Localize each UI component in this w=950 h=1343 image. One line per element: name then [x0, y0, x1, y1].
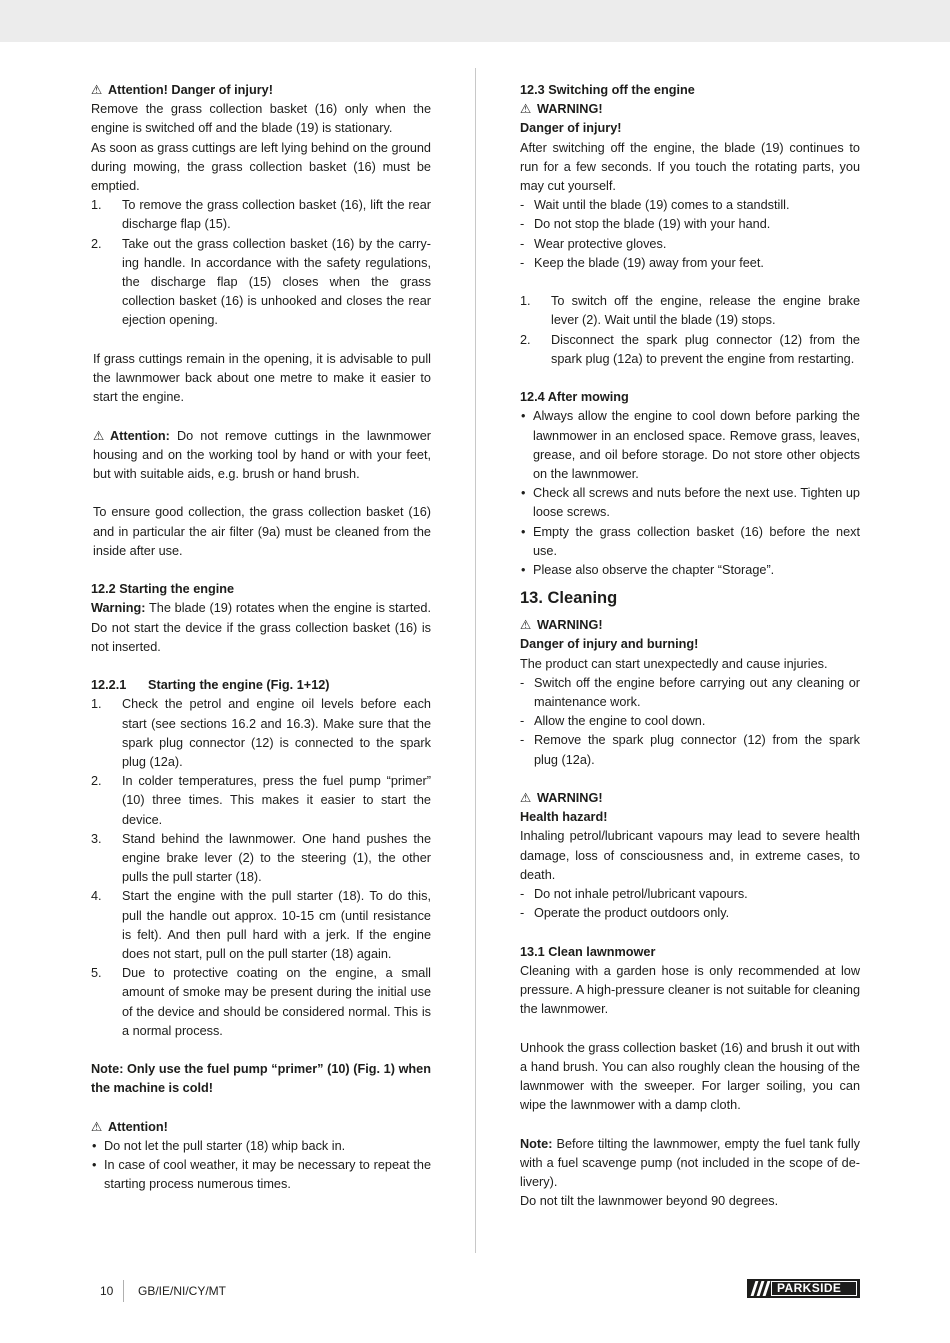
chapter-heading: 13. Cleaning [520, 589, 618, 608]
health-safety-list [520, 885, 860, 923]
paragraph: The product can start unexpectedly and cause injuries. [520, 656, 828, 671]
warning-triangle-icon: ⚠ [520, 618, 532, 633]
section-heading: 12.3 Switching off the engine [520, 83, 695, 97]
logo-stripes-icon [751, 1281, 769, 1296]
list-item: • Check all screws and nuts before the next use. Tighten up loose screws. [521, 486, 860, 520]
list-item: - Remove the spark plug connector (12) from the spark plug (12a). [520, 733, 860, 767]
paragraph: Do not tilt the lawnmower beyond 90 degrees. [520, 1194, 779, 1209]
remove-basket-steps [91, 196, 431, 330]
list-item: - Keep the blade (19) away from your feet. [520, 255, 764, 270]
left-column [91, 81, 431, 1195]
warning-heading: ⚠ WARNING! [520, 789, 860, 808]
list-item: - Switch off the engine before carrying out any cleaning or maintenance work. [520, 675, 860, 710]
attention-list [91, 1137, 431, 1195]
attention-heading: ⚠ Attention! Danger of injury! [91, 81, 431, 100]
paragraph: Cleaning with a garden hose is only recommended at low pressure. A high-pressure cleaner is not suitable for cleaning the lawnmower. [520, 963, 860, 1017]
section-heading: 13.1 Clean lawnmower [520, 944, 656, 959]
list-item: 2. Disconnect the spark plug connector (12) from the spark plug (12a) to prevent the engine from restarting. [520, 332, 860, 366]
region-codes: GB/IE/NI/CY/MT [138, 1284, 227, 1298]
paragraph: As soon as grass cuttings are left lying behind on the ground during mowing, the grass collection basket (16) must be emptied. [91, 140, 431, 194]
warning-triangle-icon: ⚠ [91, 83, 103, 97]
list-item: - Do not stop the blade (19) with your hand. [520, 217, 771, 232]
switch-off-steps [520, 292, 860, 369]
parkside-logo [747, 1279, 860, 1298]
right-column [520, 81, 860, 1211]
footer-divider [123, 1280, 124, 1302]
subsection-heading: 12.2.1 Starting the engine (Fig. 1+12) [91, 678, 330, 693]
paragraph: If grass cuttings remain in the opening, it is advisable to pull the lawnmower back about one metre to make it easier to start the engine. [93, 351, 431, 405]
warning-paragraph: Warning: The blade (19) rotates when the engine is started. Do not start the device if the grass collection basket (16) is not inserted. [91, 601, 431, 654]
note-bold: Note: Only use the fuel pump “primer” (10) (Fig. 1) when the machine is cold! [91, 1062, 431, 1096]
list-item: - Do not inhale petrol/lubricant vapours. [520, 887, 748, 902]
column-divider [475, 68, 476, 1253]
list-item: 2. Take out the grass collection basket (16) by the carrying handle. In accordance with the safety regulations, the discharge flap (15) closes when the grass collection basket (16) is unhooked and closes the rear ejection opening. [91, 236, 431, 328]
paragraph: Unhook the grass collection basket (16) and brush it out with a hand brush. You can also roughly clean the housing of the lawnmower with the sweeper. For larger soiling, you can wipe the lawnmower with a damp cloth. [520, 1040, 860, 1113]
warning-subheading: Health hazard! [520, 810, 608, 825]
warning-triangle-icon: ⚠ [520, 791, 532, 806]
list-item: - Wait until the blade (19) comes to a standstill. [520, 198, 790, 213]
paragraph: To ensure good collection, the grass collection basket (16) and in particular the air filter (9a) must be cleaned from the inside after use. [93, 505, 431, 558]
warning-heading: ⚠ WARNING! [520, 616, 860, 635]
warning-subheading: Danger of injury and burning! [520, 637, 699, 652]
list-item: • In case of cool weather, it may be necessary to repeat the starting process numerous times. [92, 1158, 431, 1192]
warning-triangle-icon: ⚠ [520, 102, 532, 117]
list-item: - Wear protective gloves. [520, 236, 667, 251]
list-item: 1. To switch off the engine, release the engine brake lever (2). Wait until the blade (19) stops. [520, 294, 860, 328]
list-item: • Always allow the engine to cool down before parking the lawnmower in an enclosed space. Remove grass, leaves, grease, and oil before storage. Do not store other objects on the lawnmower. [521, 409, 860, 482]
warning-heading: ⚠ WARNING! [520, 100, 860, 119]
list-item: • Empty the grass collection basket (16) before the next use. [521, 524, 860, 558]
list-item: • Do not let the pull starter (18) whip back in. [92, 1139, 346, 1154]
warning-triangle-icon: ⚠ [93, 428, 105, 443]
note-paragraph: Note: Before tilting the lawnmower, empty the fuel tank fully with a fuel scavenge pump (not included in the scope of delivery). [520, 1136, 860, 1190]
list-item: 3. Stand behind the lawnmower. One hand pushes the engine brake lever (2) to the steering (1), the other pulls the pull starter (18). [91, 831, 431, 885]
list-item: - Operate the product outdoors only. [520, 906, 730, 921]
starting-steps [91, 695, 431, 1041]
paragraph: After switching off the engine, the blade (19) continues to run for a few seconds. If you touch the rotating parts, you may cut yourself. [520, 140, 860, 194]
list-item: • Please also observe the chapter “Storage”. [521, 563, 775, 578]
paragraph: Remove the grass collection basket (16) only when the engine is switched off and the blade (19) is stationary. [91, 102, 431, 136]
list-item: 1. To remove the grass collection basket (16), lift the rear discharge flap (15). [91, 198, 431, 232]
list-item: 4. Start the engine with the pull starter (18). To do this, pull the handle out approx. 10-15 cm (until resistance is felt). And then pull hard with a jerk. If the engine does not start, pull on the pull starter (18) again. [91, 889, 431, 962]
section-heading: 12.2 Starting the engine [91, 582, 235, 597]
attention-heading: ⚠ Attention! [91, 1118, 431, 1137]
list-item: 2. In colder temperatures, press the fuel pump “primer” (10) three times. This makes it easier to start the device. [91, 774, 431, 827]
list-item: 5. Due to protective coating on the engine, a small amount of smoke may be present during the initial use of the device and should be considered normal. This is a normal process. [91, 966, 431, 1038]
list-item: - Allow the engine to cool down. [520, 714, 706, 729]
attention-note: ⚠ Attention: Do not remove cuttings in the lawnmower housing and on the working tool by hand or with your feet, but with suitable aids, e.g. brush or hand brush. [93, 428, 431, 482]
top-band [0, 0, 950, 42]
list-item: 1. Check the petrol and engine oil levels before each start (see sections 16.2 and 16.3). Make sure that the spark plug connector (12) is connected to the spark plug (12a). [91, 697, 431, 770]
cleaning-safety-list [520, 674, 860, 770]
section-heading: 12.4 After mowing [520, 390, 629, 405]
after-mowing-list [520, 407, 860, 580]
warning-subheading: Danger of injury! [520, 121, 622, 136]
page-number: 10 [100, 1284, 114, 1298]
logo-text: PARKSIDE [777, 1281, 842, 1295]
paragraph: Inhaling petrol/lubricant vapours may lead to severe health damage, loss of consciousness and, in extreme cases, to death. [520, 829, 860, 882]
blade-safety-list [520, 196, 860, 273]
warning-triangle-icon: ⚠ [91, 1119, 103, 1134]
